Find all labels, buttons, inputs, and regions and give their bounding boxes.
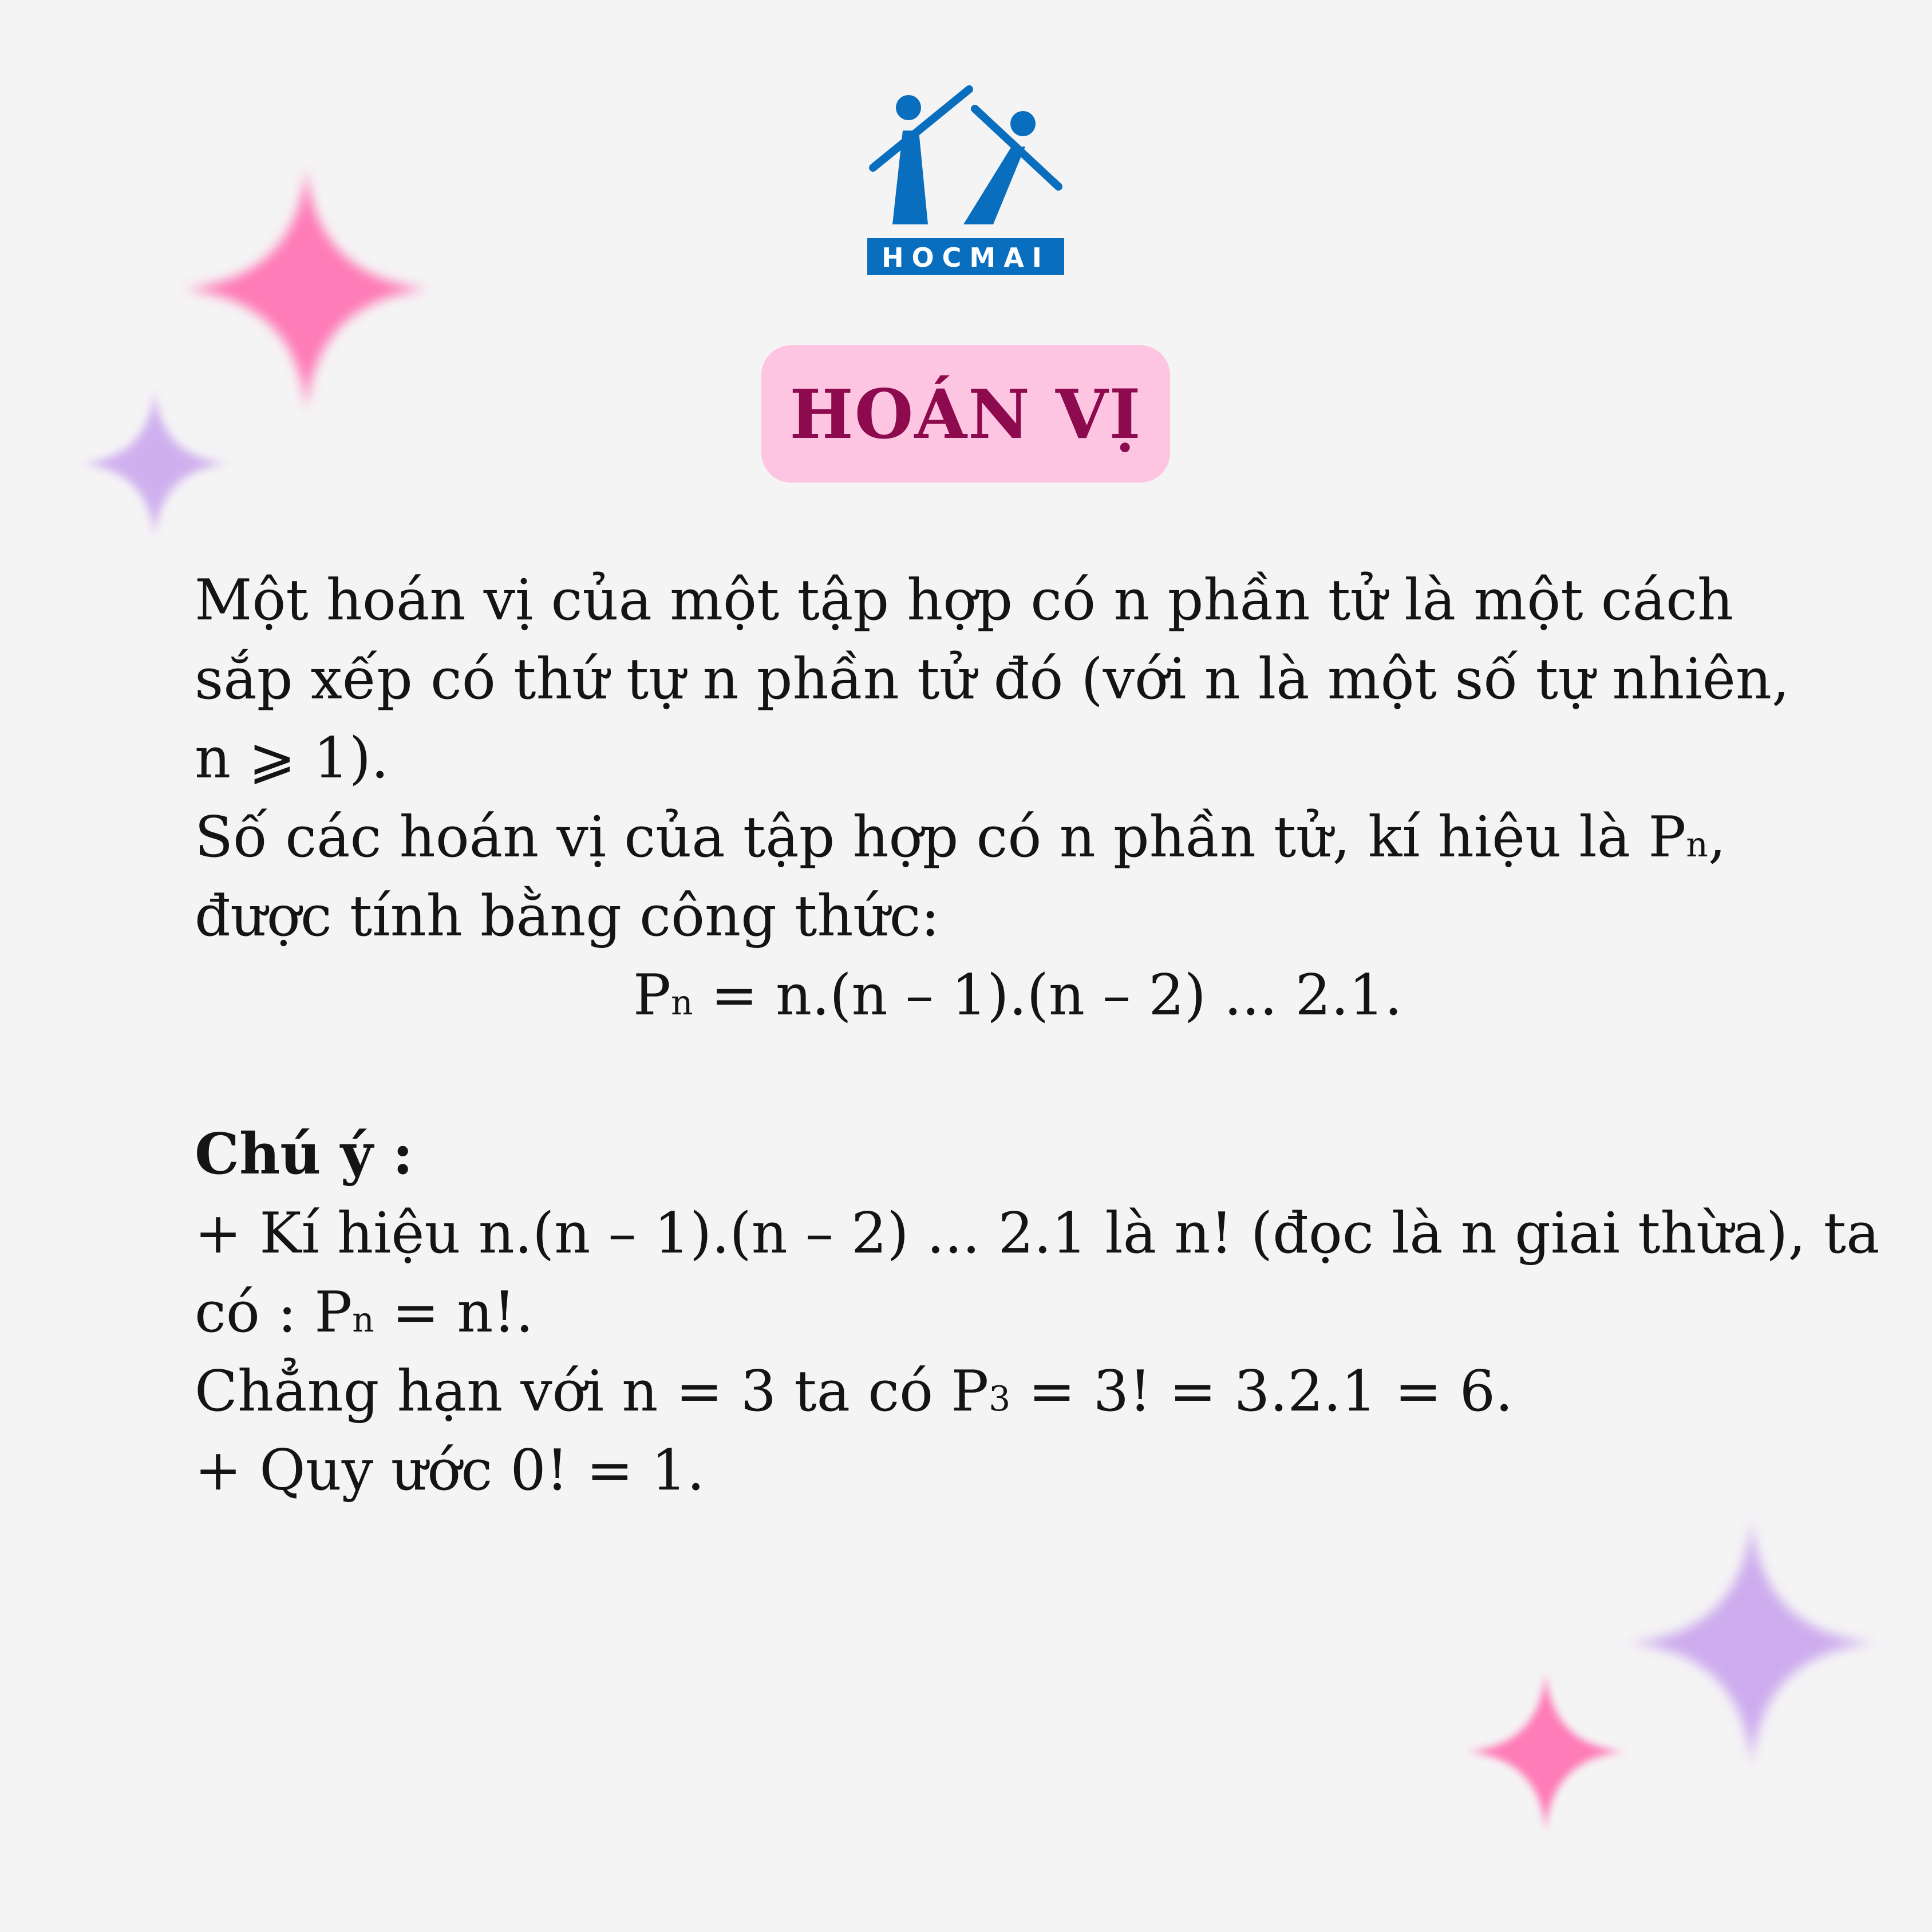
note-item-1-subscript: n xyxy=(352,1300,374,1340)
definition-line-1: Một hoán vị của một tập hợp có n phần tử là một cách xyxy=(195,568,1734,633)
note-example xyxy=(195,1352,1740,1431)
note-example-end: = 3! = 3.2.1 = 6. xyxy=(1010,1359,1514,1424)
note-item-2: + Quy ước 0! = 1. xyxy=(195,1438,705,1503)
definition-line-3: n ⩾ 1). xyxy=(195,726,389,791)
count-line-2: được tính bằng công thức: xyxy=(195,884,940,949)
formula-rhs: = n.(n – 1).(n – 2) ... 2.1. xyxy=(693,963,1402,1028)
note-item-1-line-1: + Kí hiệu n.(n – 1).(n – 2) ... 2.1 là n! (đọc là n giai thừa), ta xyxy=(195,1201,1880,1266)
hocmai-logo xyxy=(867,85,1064,276)
count-line-1 xyxy=(195,798,1740,877)
count-text: Số các hoán vị của tập hợp có n phần tử, kí hiệu là P xyxy=(195,805,1686,870)
count-subscript: n xyxy=(1686,825,1708,865)
count-comma: , xyxy=(1708,805,1726,870)
formula-lhs-subscript: n xyxy=(670,983,693,1023)
note-example-subscript: 3 xyxy=(989,1379,1011,1419)
note-example-text: Chẳng hạn với n = 3 ta có P xyxy=(195,1359,989,1424)
content-body xyxy=(195,561,1880,1510)
title-badge xyxy=(761,345,1170,483)
formula xyxy=(195,956,1740,1035)
note-heading: Chú ý : xyxy=(195,1121,413,1187)
sparkle-purple-large xyxy=(1614,1506,1889,1780)
formula-lhs: P xyxy=(633,963,671,1028)
sparkle-pink-small xyxy=(1454,1660,1637,1843)
definition-line-2: sắp xếp có thứ tự n phần tử đó (với n là một số tự nhiên, xyxy=(195,647,1790,712)
page-title: HOÁN VỊ xyxy=(789,374,1142,454)
note-item-1-text: có : P xyxy=(195,1280,353,1345)
note-item-1-end: = n!. xyxy=(374,1280,534,1345)
logo-text: HOCMAI xyxy=(882,242,1050,273)
note-item-1-line-2 xyxy=(195,1273,1740,1352)
sparkle-purple-small xyxy=(69,378,240,550)
